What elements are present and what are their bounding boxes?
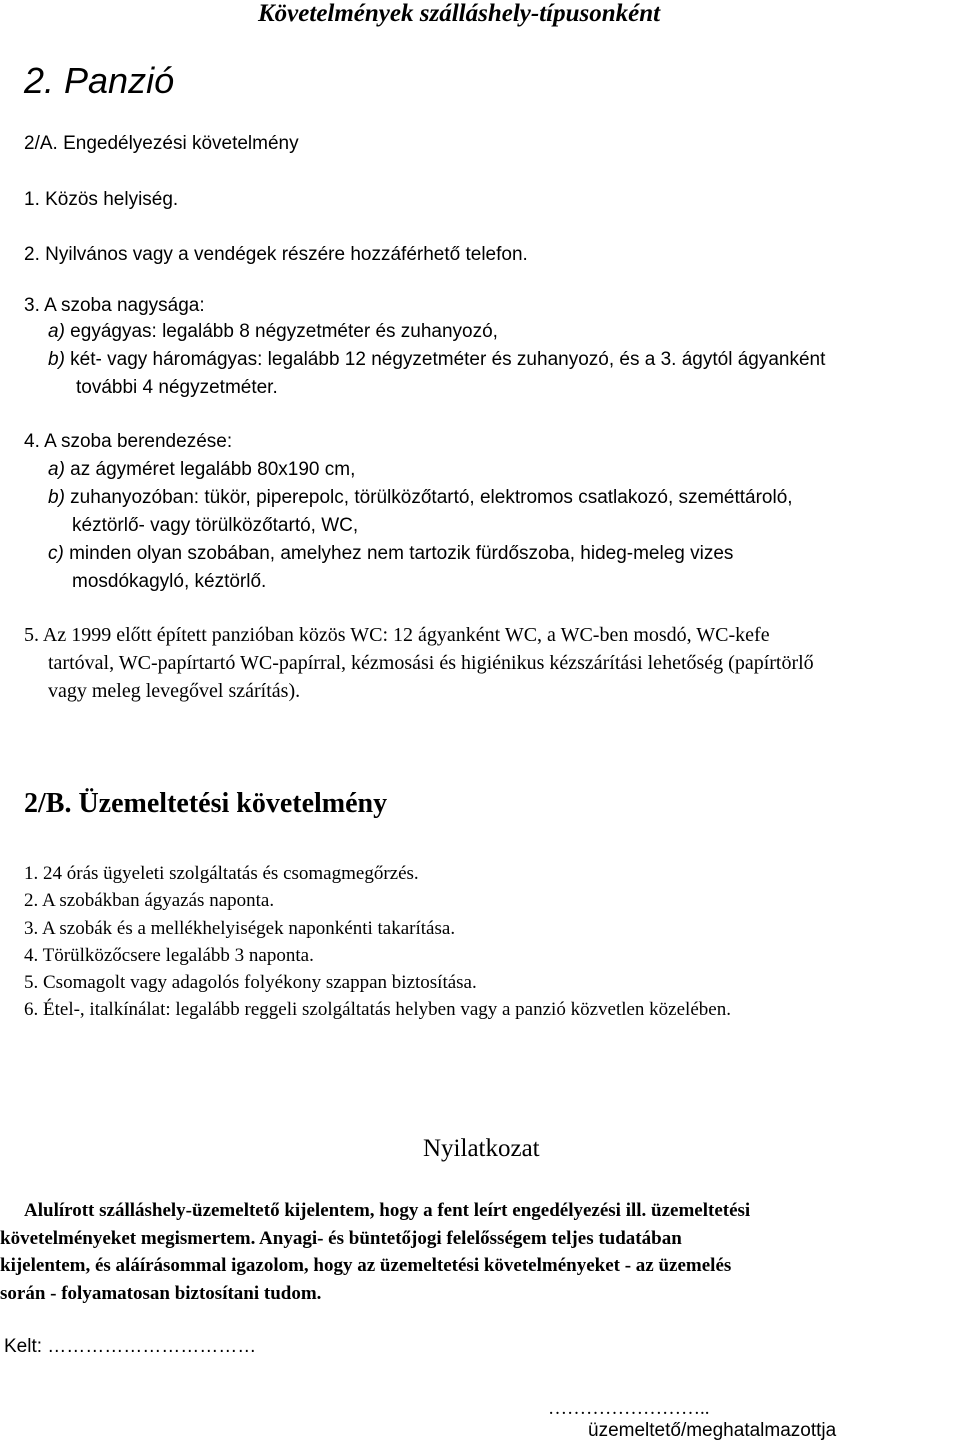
operational-item-1: 1. 24 órás ügyeleti szolgáltatás és csomagmegőrzés. (24, 863, 419, 884)
licensing-item-4a (48, 459, 355, 481)
licensing-item-5-line-3: vagy meleg levegővel szárítás). (48, 680, 301, 702)
licensing-item-3b-cont: további 4 négyzetméter. (76, 377, 278, 398)
licensing-item-5-line-1: 5. Az 1999 előtt épített panzióban közös WC: 12 ágyanként WC, a WC-ben mosdó, WC-kefe (24, 624, 770, 646)
licensing-item-3a (48, 321, 498, 343)
document-header: Követelmények szálláshely-típusonként (258, 0, 661, 27)
licensing-item-1: 1. Közös helyiség. (24, 189, 179, 210)
licensing-heading: 2/A. Engedélyezési követelmény (24, 133, 299, 154)
licensing-item-3-title: 3. A szoba nagysága: (24, 295, 205, 316)
operational-heading: 2/B. Üzemeltetési követelmény (24, 788, 388, 819)
list-text: két- vagy háromágyas: legalább 12 négyzetméter és zuhanyozó, és a 3. ágytól ágyanként (64, 349, 826, 370)
licensing-item-4c (48, 543, 733, 565)
operational-item-6: 6. Étel-, italkínálat: legalább reggeli szolgáltatás helyben vagy a panzió közvetlen közelében. (24, 999, 731, 1020)
section-title: 2. Panzió (24, 60, 175, 101)
operational-item-2: 2. A szobákban ágyazás naponta. (24, 890, 275, 911)
operational-item-3: 3. A szobák és a mellékhelyiségek naponkénti takarítása. (24, 918, 456, 939)
list-label: a) (48, 459, 65, 480)
date-field: Kelt: …………………………… (4, 1336, 257, 1357)
operational-item-4: 4. Törülközőcsere legalább 3 naponta. (24, 945, 314, 966)
operational-item-5: 5. Csomagolt vagy adagolós folyékony szappan biztosítása. (24, 972, 477, 993)
list-label: b) (48, 349, 65, 370)
declaration-line-4: során - folyamatosan biztosítani tudom. (0, 1283, 322, 1304)
list-label: a) (48, 321, 65, 342)
list-text: az ágyméret legalább 80x190 cm, (64, 459, 356, 480)
licensing-item-4-title: 4. A szoba berendezése: (24, 431, 233, 452)
signature-line: …………………….. (548, 1398, 710, 1419)
declaration-line-3: kijelentem, és aláírásommal igazolom, hogy az üzemeltetési követelményeket - az üzemelés (0, 1255, 732, 1276)
licensing-item-3b (48, 349, 825, 371)
licensing-item-4b (48, 487, 793, 509)
list-label: b) (48, 487, 65, 508)
list-text: zuhanyozóban: tükör, piperepolc, törülközőtartó, elektromos csatlakozó, szeméttároló, (64, 487, 793, 508)
licensing-item-2: 2. Nyilvános vagy a vendégek részére hozzáférhető telefon. (24, 244, 528, 265)
declaration-line-1: Alulírott szálláshely-üzemeltető kijelentem, hogy a fent leírt engedélyezési ill. üzemeltetési (24, 1200, 751, 1221)
declaration-title: Nyilatkozat (423, 1135, 540, 1162)
list-label: c) (48, 543, 64, 564)
declaration-line-2: követelményeket megismertem. Anyagi- és büntetőjogi felelősségem teljes tudatában (0, 1228, 682, 1249)
list-text: minden olyan szobában, amelyhez nem tartozik fürdőszoba, hideg-meleg vizes (63, 543, 734, 564)
list-text: egyágyas: legalább 8 négyzetméter és zuhanyozó, (64, 321, 498, 342)
licensing-item-5-line-2: tartóval, WC-papírtartó WC-papírral, kézmosási és higiénikus kézszárítási lehetőség (papírtörlő (48, 652, 814, 674)
licensing-item-4c-cont: mosdókagyló, kéztörlő. (72, 571, 267, 592)
signature-label: üzemeltető/meghatalmazottja (588, 1420, 837, 1441)
licensing-item-4b-cont: kéztörlő- vagy törülközőtartó, WC, (72, 515, 359, 536)
